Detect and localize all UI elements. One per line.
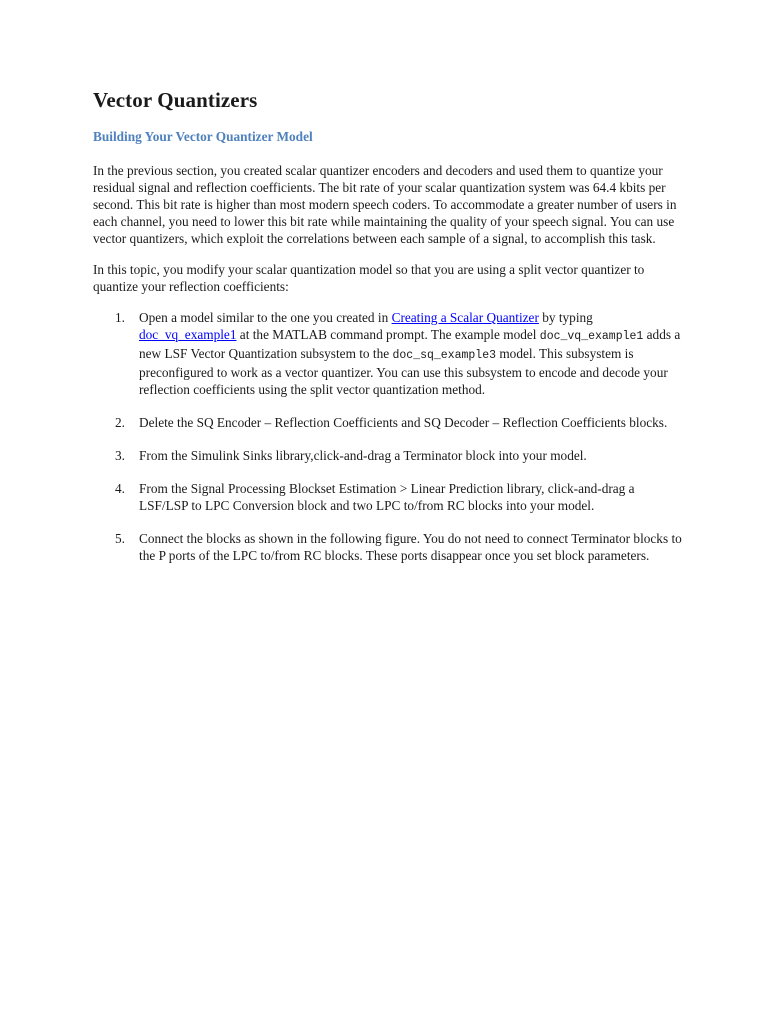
step-text: Open a model similar to the one you created in <box>139 310 392 325</box>
document-content <box>93 86 683 580</box>
step-number: 3. <box>115 448 125 463</box>
step-item-3 <box>93 447 683 464</box>
model-name-code: doc_sq_example3 <box>392 349 497 362</box>
step-number: 5. <box>115 531 125 546</box>
step-item-5 <box>93 530 683 564</box>
model-name-code: doc_vq_example1 <box>539 330 644 343</box>
topic-paragraph: In this topic, you modify your scalar quantization model so that you are using a split vector quantizer to quantize your reflection coefficients: <box>93 262 645 294</box>
step-text: by typing <box>538 310 593 325</box>
step-number: 4. <box>115 481 125 496</box>
step-number: 2. <box>115 415 125 430</box>
step-item-4 <box>93 480 683 514</box>
steps-list <box>93 309 683 564</box>
step-item-2 <box>93 414 683 431</box>
step-text: model. This subsystem is preconfigured to work as a vector quantizer. You can use this subsystem to encode and decode your reflection coefficients using the split vector quantization method. <box>139 346 668 397</box>
step-item-1 <box>93 309 683 398</box>
intro-paragraph: In the previous section, you created scalar quantizer encoders and decoders and used them to quantize your residual signal and reflection coefficients. The bit rate of your scalar quantization system was 64.4 kbits per second. This bit rate is higher than most modern speech coders. To accommodate a greater number of users in each channel, you need to lower this bit rate while maintaining the quality of your speech signal. You can use vector quantizers, which exploit the correlations between each sample of a signal, to accomplish this task. <box>93 163 677 246</box>
step-text: Delete the SQ Encoder – Reflection Coefficients and SQ Decoder – Reflection Coefficients blocks. <box>139 415 668 430</box>
doc-vq-example1-link[interactable]: doc_vq_example1 <box>139 327 237 342</box>
creating-scalar-quantizer-link[interactable]: Creating a Scalar Quantizer <box>391 310 539 325</box>
page-title: Vector Quantizers <box>93 88 258 112</box>
step-text: From the Simulink Sinks library,click-and-drag a Terminator block into your model. <box>139 448 587 463</box>
step-text: Connect the blocks as shown in the following figure. You do not need to connect Terminator blocks to the P ports of the LPC to/from RC blocks. These ports disappear once you set block parameters. <box>139 531 682 563</box>
step-number: 1. <box>115 310 125 325</box>
step-text: adds a new LSF Vector Quantization subsystem to the <box>139 327 681 361</box>
step-text: at the MATLAB command prompt. The example model <box>236 327 540 342</box>
section-heading: Building Your Vector Quantizer Model <box>93 129 313 144</box>
step-text: From the Signal Processing Blockset Estimation > Linear Prediction library, click-and-drag a LSF/LSP to LPC Conversion block and two LPC to/from RC blocks into your model. <box>139 481 635 513</box>
